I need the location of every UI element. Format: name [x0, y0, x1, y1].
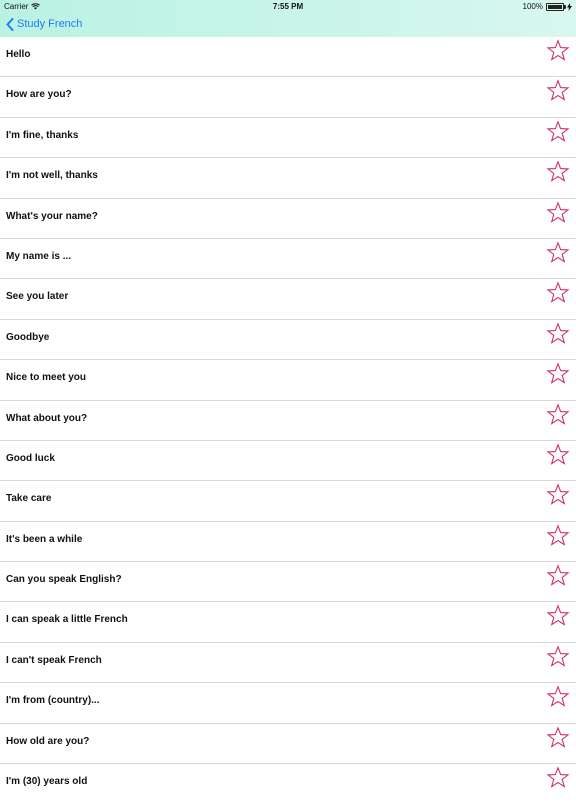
phrase-list [0, 37, 576, 803]
phrase-label: I'm fine, thanks [6, 129, 79, 141]
phrase-label: I'm not well, thanks [6, 170, 98, 182]
favorite-star-icon[interactable] [546, 160, 570, 184]
phrase-label: See you later [6, 291, 69, 303]
back-button-label: Study French [17, 18, 83, 30]
phrase-row[interactable] [0, 602, 576, 642]
favorite-star-icon[interactable] [546, 362, 570, 386]
phrase-row[interactable] [0, 158, 576, 198]
phrase-row[interactable] [0, 764, 576, 803]
phrase-row[interactable] [0, 320, 576, 360]
phrase-label: Take care [6, 493, 52, 505]
phrase-row[interactable] [0, 683, 576, 723]
phrase-row[interactable] [0, 522, 576, 562]
favorite-star-icon[interactable] [546, 241, 570, 265]
carrier-label: Carrier [4, 2, 29, 11]
favorite-star-icon[interactable] [546, 483, 570, 507]
phrase-row[interactable] [0, 37, 576, 77]
phrase-label: Hello [6, 49, 31, 60]
phrase-row[interactable] [0, 481, 576, 521]
favorite-star-icon[interactable] [546, 79, 570, 103]
phrase-label: How old are you? [6, 735, 90, 747]
favorite-star-icon[interactable] [546, 524, 570, 548]
phrase-row[interactable] [0, 562, 576, 602]
status-time: 7:55 PM [272, 2, 304, 11]
battery-icon [546, 3, 564, 11]
phrase-label: What about you? [6, 412, 88, 424]
favorite-star-icon[interactable] [546, 604, 570, 628]
favorite-star-icon[interactable] [546, 685, 570, 709]
charging-icon [567, 3, 572, 11]
chevron-left-icon [6, 18, 14, 31]
favorite-star-icon[interactable] [546, 564, 570, 588]
phrase-label: How are you? [6, 89, 72, 101]
phrase-row[interactable] [0, 441, 576, 481]
favorite-star-icon[interactable] [546, 645, 570, 669]
favorite-star-icon[interactable] [546, 281, 570, 305]
favorite-star-icon[interactable] [546, 39, 570, 63]
phrase-label: I'm (30) years old [6, 776, 88, 788]
favorite-star-icon[interactable] [546, 403, 570, 427]
favorite-star-icon[interactable] [546, 201, 570, 225]
phrase-label: What's your name? [6, 210, 98, 222]
battery-percent: 100% [522, 2, 543, 11]
phrase-row[interactable] [0, 279, 576, 319]
favorite-star-icon[interactable] [546, 726, 570, 750]
phrase-label: I can't speak French [6, 654, 102, 666]
phrase-row[interactable] [0, 360, 576, 400]
back-button[interactable] [6, 15, 82, 33]
phrase-label: I can speak a little French [6, 614, 128, 626]
phrase-label: It's been a while [6, 533, 83, 545]
phrase-label: Nice to meet you [6, 372, 87, 384]
phrase-row[interactable] [0, 401, 576, 441]
status-bar [0, 0, 576, 12]
favorite-star-icon[interactable] [546, 120, 570, 144]
phrase-row[interactable] [0, 199, 576, 239]
phrase-label: Goodbye [6, 331, 50, 343]
phrase-row[interactable] [0, 77, 576, 117]
favorite-star-icon[interactable] [546, 766, 570, 790]
status-right [523, 2, 572, 11]
phrase-row[interactable] [0, 724, 576, 764]
phrase-row[interactable] [0, 643, 576, 683]
favorite-star-icon[interactable] [546, 443, 570, 467]
favorite-star-icon[interactable] [546, 322, 570, 346]
phrase-row[interactable] [0, 239, 576, 279]
phrase-label: Good luck [6, 452, 55, 464]
battery-fill [548, 5, 562, 9]
phrase-row[interactable] [0, 118, 576, 158]
phrase-label: My name is ... [6, 250, 72, 262]
phrase-label: I'm from (country)... [6, 695, 100, 707]
phrase-label: Can you speak English? [6, 574, 122, 586]
